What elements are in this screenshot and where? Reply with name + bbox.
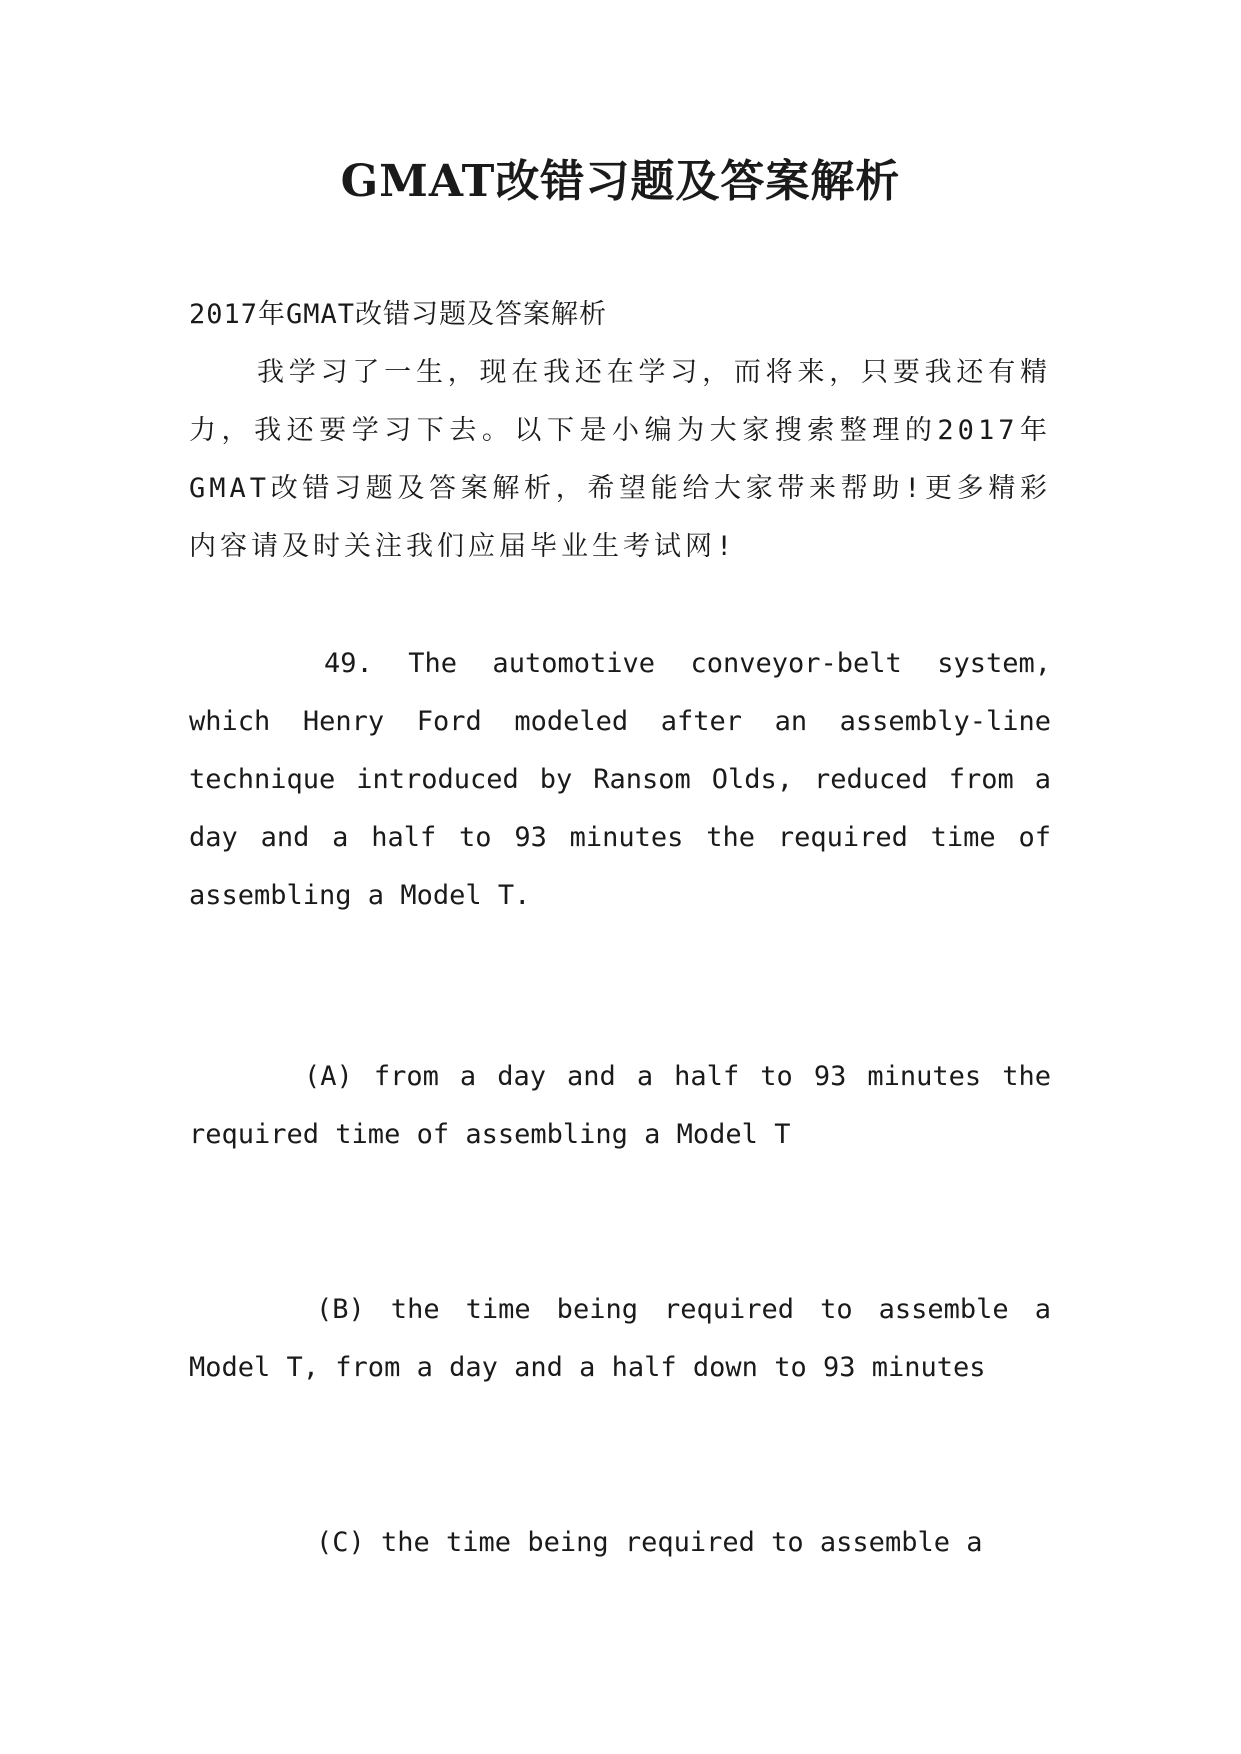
intro-paragraph: 我学习了一生，现在我还在学习，而将来，只要我还有精力，我还要学习下去。以下是小编为大家搜索整理的2017年GMAT改错习题及答案解析，希望能给大家带来帮助!更多精彩内容请及时关注我们应届毕业生考试网! xyxy=(189,357,1051,562)
option-c: (C) the time being required to assemble a xyxy=(316,1527,983,1558)
option-b: (B) the time being required to assemble a Model T, from a day and a half down to 93 minutes xyxy=(189,1294,1051,1383)
option-a: (A) from a day and a half to 93 minutes the required time of assembling a Model T xyxy=(189,1061,1051,1150)
question-paragraph: 49. The automotive conveyor-belt system, which Henry Ford modeled after an assembly-line technique introduced by Ransom Olds, reduced from a day and a half to 93 minutes the required time of assembling a Model T. xyxy=(189,648,1051,911)
document-title: GMAT改错习题及答案解析 xyxy=(340,156,901,207)
document-subtitle: 2017年GMAT改错习题及答案解析 xyxy=(189,299,608,330)
